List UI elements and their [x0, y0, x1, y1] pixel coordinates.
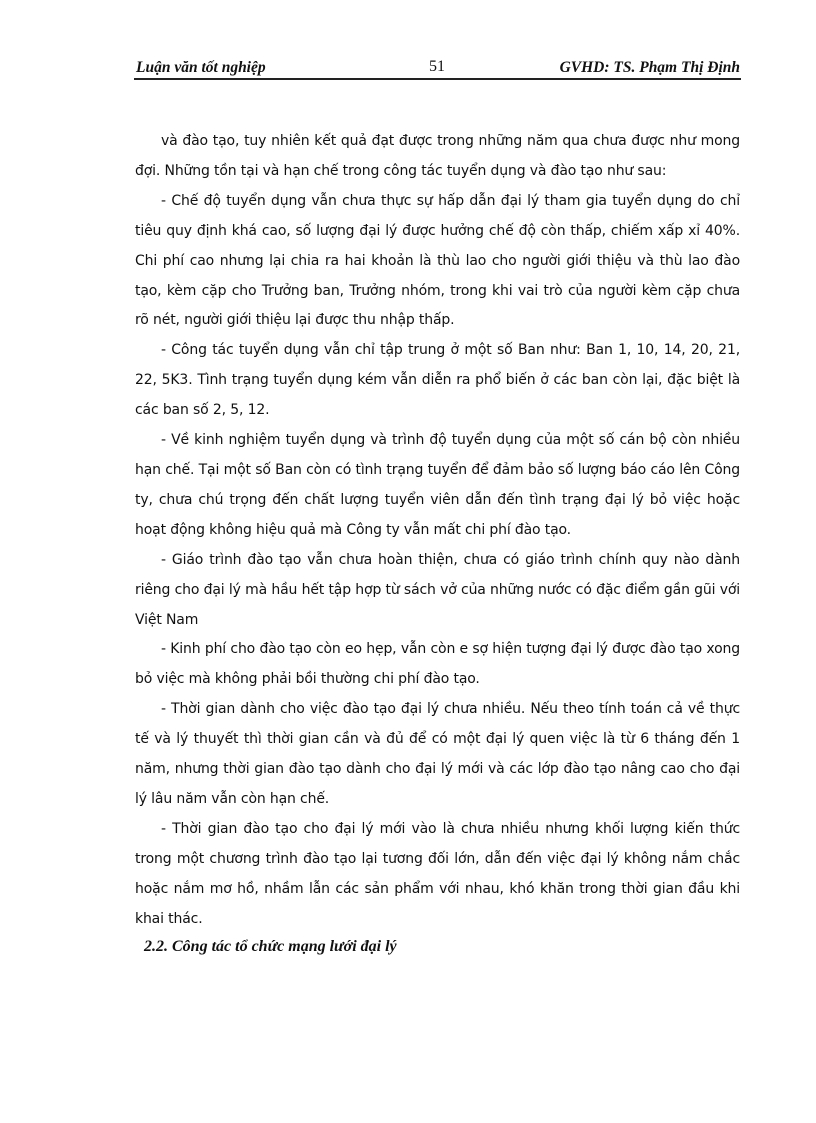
paragraph: - Kinh phí cho đào tạo còn eo hẹp, vẫn còn e sợ hiện tượng đại lý được đào tạo xong bỏ việc mà không phải bồi thường chi phí đào tạo.: [135, 641, 740, 688]
page-header: [134, 57, 740, 79]
thesis-title: Luận văn tốt nghiệp: [136, 59, 266, 76]
paragraph: và đào tạo, tuy nhiên kết quả đạt được trong những năm qua chưa được như mong đợi. Những tồn tại và hạn chế trong công tác tuyển dụng và đào tạo như sau:: [135, 133, 740, 179]
paragraph: - Thời gian dành cho việc đào tạo đại lý chưa nhiều. Nếu theo tính toán cả về thực tế và lý thuyết thì thời gian cần và đủ để có một đại lý quen việc là từ 6 tháng đến 1 năm, nhưng thời gian đào tạo dành cho đại lý mới và các lớp đào tạo nâng cao cho đại lý lâu năm vẫn còn hạn chế.: [135, 701, 740, 807]
section-heading: 2.2. Công tác tổ chức mạng lưới đại lý: [144, 938, 397, 955]
page-number: 51: [429, 58, 445, 75]
paragraph: - Chế độ tuyển dụng vẫn chưa thực sự hấp dẫn đại lý tham gia tuyển dụng do chỉ tiêu quy định khá cao, số lượng đại lý được hưởng chế độ còn thấp, chiếm xấp xỉ 40%. Chi phí cao nhưng lại chia ra hai khoản là thù lao cho người giới thiệu và thù lao đào tạo, kèm cặp cho Trưởng ban, Trưởng nhóm, trong khi vai trò của người kèm cặp chưa rõ nét, người giới thiệu lại được thu nhập thấp.: [135, 192, 740, 329]
paragraph: - Về kinh nghiệm tuyển dụng và trình độ tuyển dụng của một số cán bộ còn nhiều hạn chế. Tại một số Ban còn có tình trạng tuyển để đảm bảo số lượng báo cáo lên Công ty, chưa chú trọng đến chất lượng tuyển viên dẫn đến tình trạng đại lý bỏ việc hoặc hoạt động không hiệu quả mà Công ty vẫn mất chi phí đào tạo.: [135, 432, 740, 538]
header-rule: [134, 78, 741, 80]
paragraph: - Thời gian đào tạo cho đại lý mới vào là chưa nhiều nhưng khối lượng kiến thức trong một chương trình đào tạo lại tương đối lớn, dẫn đến việc đại lý không nắm chắc hoặc nắm mơ hồ, nhầm lẫn các sản phẩm với nhau, khó khăn trong thời gian đầu khi khai thác.: [135, 820, 740, 927]
paragraph: - Công tác tuyển dụng vẫn chỉ tập trung ở một số Ban như: Ban 1, 10, 14, 20, 21, 22, 5K3. Tình trạng tuyển dụng kém vẫn diễn ra phổ biến ở các ban còn lại, đặc biệt là các ban số 2, 5, 12.: [135, 342, 740, 419]
body-text: [135, 127, 740, 934]
supervisor: GVHD: TS. Phạm Thị Định: [559, 59, 740, 76]
paragraph: - Giáo trình đào tạo vẫn chưa hoàn thiện, chưa có giáo trình chính quy nào dành riêng cho đại lý mà hầu hết tập hợp từ sách vở của những nước có đặc điểm gần gũi với Việt Nam: [135, 551, 740, 628]
